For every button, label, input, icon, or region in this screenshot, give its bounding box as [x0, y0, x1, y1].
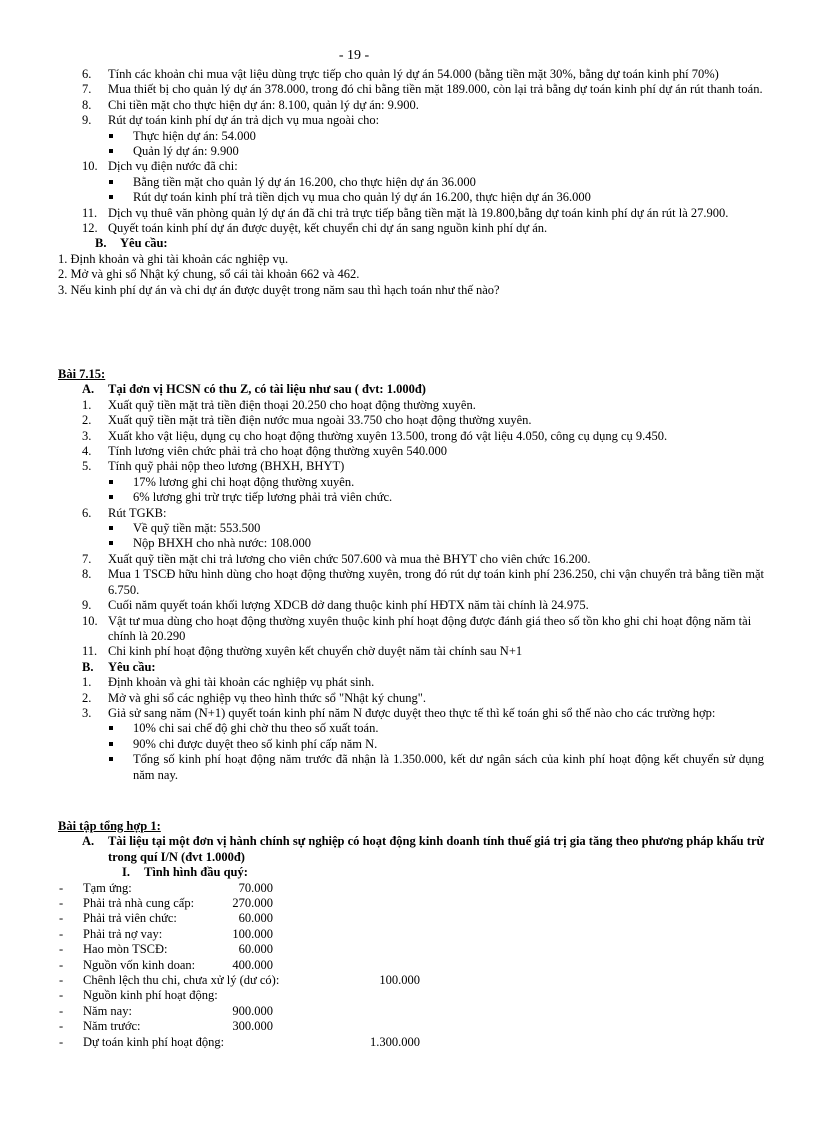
balance-row: - Hao mòn TSCĐ: 60.000: [59, 942, 273, 957]
requirement-item: 3. Giả sử sang năm (N+1) quyết toán kinh phí năm N được duyệt theo thực tế thì kế toán ghi sổ thế nào cho các trường hợp:: [82, 705, 716, 720]
square-bullet-icon: [109, 495, 113, 499]
list-item: 5. Tính quỹ phải nộp theo lương (BHXH, BHYT): [82, 459, 345, 474]
square-bullet-icon: [109, 757, 113, 761]
list-item: 10. Dịch vụ điện nước đã chi:: [82, 159, 238, 174]
section-a-heading: A. Tài liệu tại một đơn vị hành chính sự nghiệp có hoạt động kinh doanh tính thuế giá trị gia tăng theo phương pháp khấu trừ trong quí I/N (đvt 1.000đ): [82, 834, 764, 864]
square-bullet-icon: [109, 195, 113, 199]
bullet-item: 10% chi sai chế độ ghi chờ thu theo số xuất toán.: [0, 721, 816, 736]
square-bullet-icon: [109, 149, 113, 153]
list-item: 6. Tính các khoản chi mua vật liệu dùng trực tiếp cho quản lý dự án 54.000 (bằng tiền mặt 30%, bằng dự toán kinh phí 70%): [82, 67, 719, 81]
square-bullet-icon: [109, 134, 113, 138]
list-item: 2. Xuất quỹ tiền mặt trả tiền điện nước mua ngoài 33.750 cho hoạt động thường xuyên.: [82, 413, 532, 428]
balance-row: - Tạm ứng: 70.000: [59, 880, 273, 895]
requirement-item: 1. Định khoản và ghi tài khoản các nghiệp vụ.: [58, 251, 289, 266]
balance-row: - Năm trước: 300.000: [59, 1019, 273, 1034]
bullet-item: Bằng tiền mặt cho quản lý dự án 16.200, cho thực hiện dự án 36.000: [0, 175, 816, 190]
bullet-item: 17% lương ghi chi hoạt động thường xuyên.: [0, 475, 816, 490]
exercise-title: Bài tập tổng hợp 1:: [58, 819, 161, 833]
list-item: 8. Chi tiền mặt cho thực hiện dự án: 8.100, quản lý dự án: 9.900.: [82, 97, 419, 112]
balance-row: - Dự toán kinh phí hoạt động: 1.300.000: [59, 1034, 420, 1049]
requirements-heading: B. Yêu cầu:: [95, 236, 168, 251]
square-bullet-icon: [109, 726, 113, 730]
list-item: 11. Chi kinh phí hoạt động thường xuyên kết chuyển chờ duyệt năm tài chính sau N+1: [82, 644, 523, 659]
roman-heading: I. Tình hình đầu quý:: [122, 865, 248, 880]
bullet-item: Quản lý dự án: 9.900: [0, 144, 816, 159]
list-item: 9. Cuối năm quyết toán khối lượng XDCB dở dang thuộc kinh phí HĐTX năm tài chính là 24.975.: [82, 598, 589, 613]
balance-row: - Phải trả nhà cung cấp: 270.000: [59, 896, 273, 911]
requirement-item: 1. Định khoản và ghi tài khoản các nghiệp vụ phát sinh.: [82, 675, 375, 690]
square-bullet-icon: [109, 541, 113, 545]
balance-row: - Phải trả nợ vay: 100.000: [59, 926, 273, 941]
bullet-item: Rút dự toán kinh phí trả tiền dịch vụ mua cho quản lý dự án 16.200, thực hiện dự án 36.000: [0, 190, 816, 205]
exercise-title: Bài 7.15:: [58, 367, 106, 381]
exercise-7-15: [0, 367, 816, 783]
balance-row: - Năm nay: 900.000: [59, 1003, 273, 1018]
bullet-item: Tổng số kinh phí hoạt động năm trước đã nhận là 1.350.000, kết dư ngân sách của kinh phí hoạt động kết chuyển sử dụng năm nay.: [0, 752, 816, 783]
square-bullet-icon: [109, 526, 113, 530]
bullet-item: Về quỹ tiền mặt: 553.500: [0, 521, 816, 536]
requirements-heading: B. Yêu cầu:: [82, 659, 156, 674]
bullet-item: Nộp BHXH cho nhà nước: 108.000: [0, 536, 816, 551]
list-item: 11. Dịch vụ thuê văn phòng quản lý dự án đã chi trả trực tiếp bằng tiền mặt là 19.800,bằng dự toán kinh phí dự án rút là 27.900.: [82, 205, 729, 220]
bullet-item: 90% chi được duyệt theo số kinh phí cấp năm N.: [0, 737, 816, 752]
bullet-item: 6% lương ghi trừ trực tiếp lương phải trả viên chức.: [0, 490, 816, 505]
balance-row: - Chênh lệch thu chi, chưa xử lý (dư có): 100.000: [59, 972, 420, 987]
balance-row: - Nguồn vốn kinh doan: 400.000: [59, 957, 273, 972]
list-item: 9. Rút dự toán kinh phí dự án trả dịch vụ mua ngoài cho:: [82, 113, 380, 128]
balance-row: - Phải trả viên chức: 60.000: [59, 911, 273, 926]
exercise-continuation: [0, 67, 816, 298]
list-item: 7. Xuất quỹ tiền mặt chi trả lương cho viên chức 507.600 và mua thẻ BHYT cho viên chức 16.200.: [82, 551, 591, 566]
list-item: 3. Xuất kho vật liệu, dụng cụ cho hoạt động thường xuyên 13.500, trong đó vật liệu 4.050, công cụ dụng cụ 9.450.: [82, 428, 668, 443]
list-item: 1. Xuất quỹ tiền mặt trả tiền điện thoại 20.250 cho hoạt động thường xuyên.: [82, 397, 476, 412]
requirement-item: 3. Nếu kinh phí dự án và chi dự án được duyệt trong năm sau thì hạch toán như thế nào?: [58, 282, 500, 297]
list-item: 12. Quyết toán kinh phí dự án được duyệt, kết chuyển chi dự án sang nguồn kinh phí dự án.: [82, 221, 548, 236]
requirement-item: 2. Mở và ghi sổ Nhật ký chung, sổ cái tài khoản 662 và 462.: [58, 267, 360, 282]
page-number: - 19 -: [338, 48, 370, 63]
section-a-heading: A. Tại đơn vị HCSN có thu Z, có tài liệu như sau ( đvt: 1.000đ): [82, 382, 426, 397]
bullet-item: Thực hiện dự án: 54.000: [0, 129, 816, 144]
square-bullet-icon: [109, 180, 113, 184]
square-bullet-icon: [109, 742, 113, 746]
list-item: 7. Mua thiết bị cho quản lý dự án 378.000, trong đó chi bằng tiền mặt 189.000, còn lại trả bằng dự toán kinh phí dự án rút thanh toán.: [82, 82, 763, 97]
list-item: 8. Mua 1 TSCĐ hữu hình dùng cho hoạt động thường xuyên, trong đó rút dự toán kinh phí 236.250, chi vận chuyển trả bằng tiền mặt 6.750.: [82, 567, 764, 597]
list-item: 6. Rút TGKB:: [82, 505, 167, 520]
balance-row: - Nguồn kinh phí hoạt động:: [59, 988, 218, 1003]
list-item: 4. Tính lương viên chức phải trả cho hoạt động thường xuyên 540.000: [82, 444, 448, 459]
list-item: 10. Vật tư mua dùng cho hoạt động thường xuyên thuộc kinh phí hoạt động được đánh giá theo số tồn kho ghi chi hoạt động năm tài chính là 20.290: [82, 613, 752, 643]
requirement-item: 2. Mở và ghi sổ các nghiệp vụ theo hình thức sổ "Nhật ký chung".: [82, 690, 426, 705]
square-bullet-icon: [109, 480, 113, 484]
exercise-tong-hop-1: [0, 819, 816, 1050]
